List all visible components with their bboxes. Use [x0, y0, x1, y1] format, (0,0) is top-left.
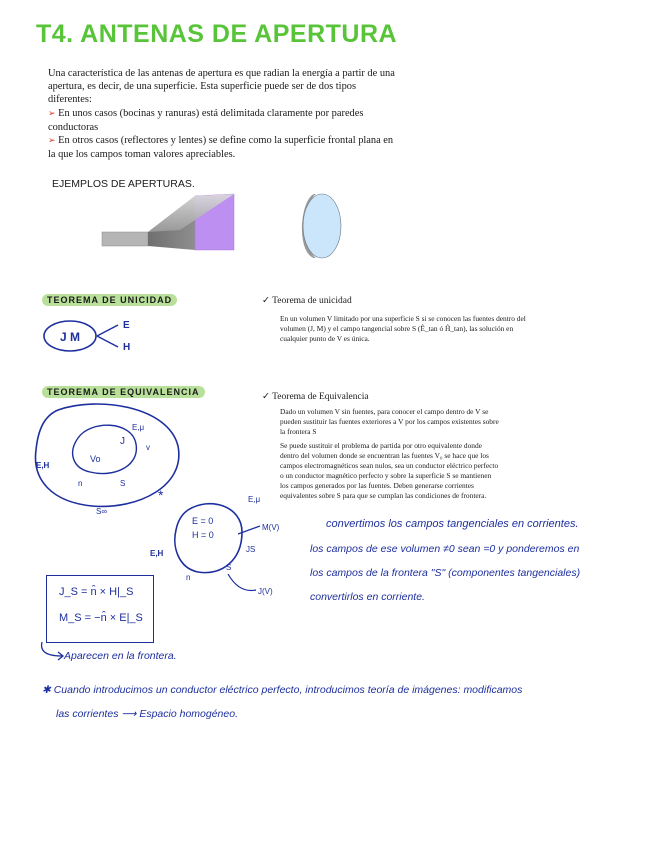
diagram1-em-label: E,H	[36, 461, 50, 470]
horn-antenna-illustration	[100, 192, 235, 264]
unicidad-sources-label: J M	[59, 330, 81, 344]
intro-text	[48, 67, 396, 161]
lens-antenna-illustration	[290, 190, 348, 262]
diagram2-mv-label: M(V)	[262, 523, 280, 532]
bullet-arrow-icon: ➢	[48, 108, 56, 119]
equivalence-diagram-equivalent	[146, 490, 296, 606]
diagram2-js-label: JS	[246, 545, 256, 554]
diagram1-sinf-label: S∞	[96, 507, 108, 516]
unicidad-e-label: E	[123, 320, 130, 331]
hand-line-2: los campos de ese volumen ≠0 sean =0 y ponderemos en	[310, 543, 580, 555]
diagram2-jv-label: J(V)	[258, 587, 273, 596]
bullet-arrow-icon: ➢	[48, 136, 56, 147]
page-title: T4. ANTENAS DE APERTURA	[36, 20, 398, 48]
diagram2-n-label: n	[186, 573, 191, 582]
diagram1-n-label: n	[78, 479, 83, 488]
diagram1-star-label: *	[158, 487, 164, 503]
diagram2-em-label: E,H	[150, 549, 164, 558]
diagram1-vo-label: Vo	[90, 454, 101, 464]
unicidad-typed-body: En un volumen V limitado por una superficie S si se conocen las fuentes dentro del volumen (J, M) y el campo tangencial sobre S (Ê_tan ó Ĥ_tan), las solución en cualquier punto de V es única.	[280, 314, 526, 343]
equivalencia-typed-body-2: Se puede sustituir el problema de partida por otro equivalente donde dentro del volumen donde se encuentran las fuentes V₀ se hace que los campos electromagnéticos sean nulos, sea un conductor eléctrico perfecto o un conductor magnético perfecto y sobre la superficie S se mantienen los campos generados por las fuentes. Deben generarse corrientes equivalentes sobre S para que se cumplan las condiciones de frontera.	[280, 441, 499, 500]
diagram1-ep-label: E,μ	[132, 423, 145, 432]
diagram2-e0-label: E = 0	[192, 516, 214, 526]
unicidad-label: TEOREMA DE UNICIDAD	[42, 290, 177, 308]
unicidad-h-label: H	[123, 342, 131, 353]
note-line-2: las corrientes ⟶ Espacio homogéneo.	[56, 708, 238, 720]
note-star-icon: ✱	[42, 684, 54, 696]
formula-ms: M_S = −n̂ × E|_S	[59, 612, 143, 624]
equivalencia-typed-body	[280, 407, 500, 505]
formula-js: J_S = n̂ × H|_S	[59, 586, 134, 598]
annotation-frontier: Aparecen en la frontera.	[64, 650, 177, 662]
diagram1-j-label: J	[120, 436, 125, 447]
equivalent-currents-box	[46, 575, 154, 643]
unicidad-sketch	[40, 312, 140, 358]
diagram2-ep-label: E,μ	[248, 495, 261, 504]
equivalencia-typed-title: ✓ Teorema de Equivalencia	[262, 392, 369, 402]
hand-line-4: convertirlos en corriente.	[310, 591, 425, 603]
examples-heading: EJEMPLOS DE APERTURAS.	[52, 178, 195, 190]
annotation-arrow	[36, 640, 66, 664]
svg-text:v: v	[146, 443, 150, 452]
intro-paragraph: Una característica de las antenas de apertura es que radian la energía a partir de una apertura, es decir, de una superficie. Esta superficie puede ser de dos tipos diferentes:	[48, 68, 395, 106]
diagram1-s-label: S	[120, 479, 126, 488]
intro-bullet: ➢ En unos casos (bocinas y ranuras) está delimitada claramente por paredes conductoras	[48, 107, 364, 133]
note-line-1: ✱ Cuando introducimos un conductor eléctrico perfecto, introducimos teoría de imágenes: modificamos	[42, 684, 523, 696]
equivalencia-typed-body-1: Dado un volumen V sin fuentes, para conocer el campo dentro de V se pueden sustituir las fuentes exteriores a V por los campos existentes sobre la frontera S	[280, 407, 499, 436]
hand-line-3: los campos de la frontera "S" (componentes tangenciales)	[310, 567, 581, 579]
diagram2-s-label: S	[226, 563, 232, 572]
unicidad-typed-title: ✓ Teorema de unicidad	[262, 296, 352, 306]
hand-line-1: convertimos los campos tangenciales en corrientes.	[326, 518, 579, 530]
diagram2-h0-label: H = 0	[192, 530, 214, 540]
equivalencia-label: TEOREMA DE EQUIVALENCIA	[42, 382, 205, 400]
intro-bullet: ➢ En otros casos (reflectores y lentes) se define como la superficie frontal plana en la que los campos toman valores apreciables.	[48, 135, 394, 161]
